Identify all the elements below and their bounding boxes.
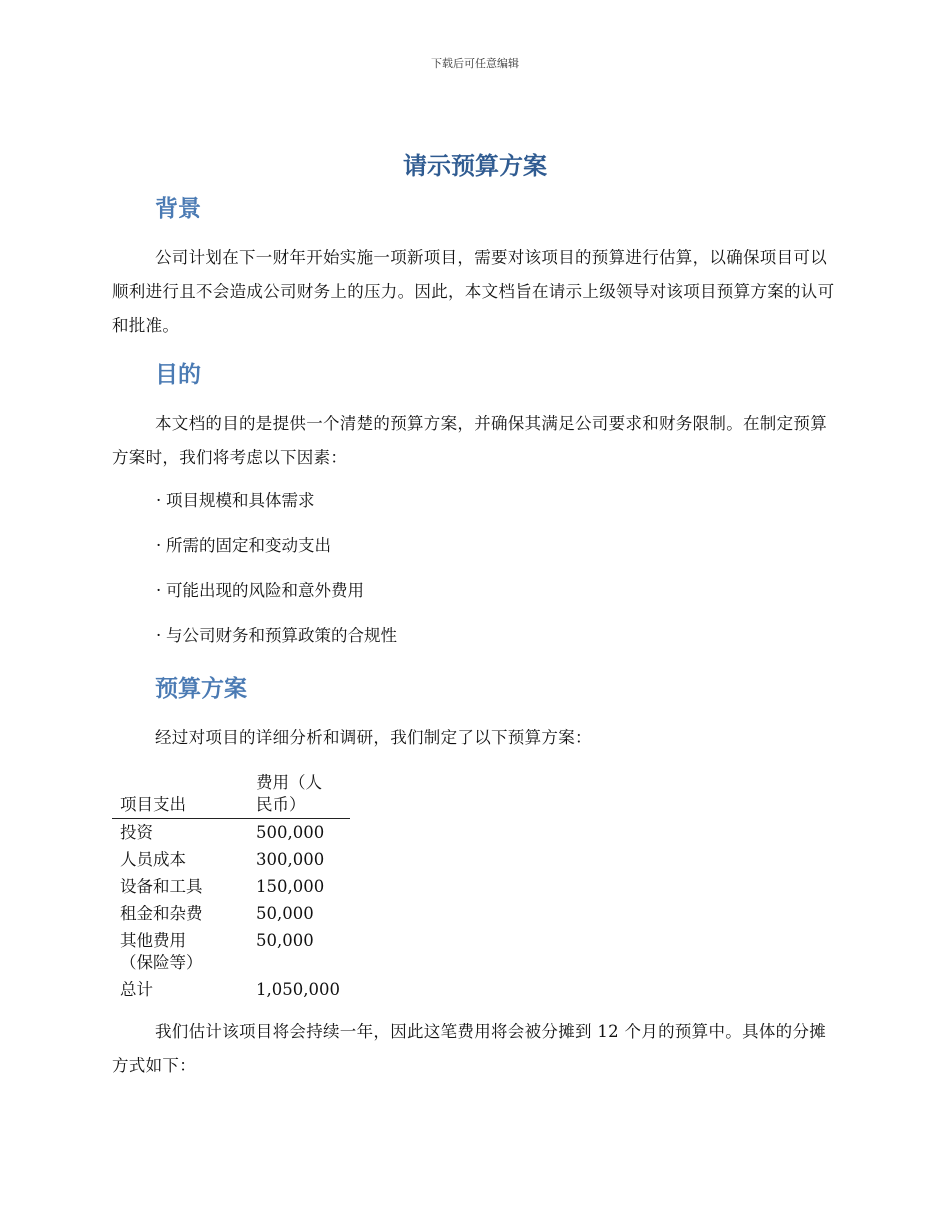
document-title: 请示预算方案 bbox=[403, 152, 547, 180]
budget-table bbox=[112, 772, 350, 1003]
budget-intro: 经过对项目的详细分析和调研，我们制定了以下预算方案： bbox=[155, 728, 592, 747]
table-cell-item: 投资 bbox=[120, 823, 153, 842]
purpose-bullet bbox=[156, 579, 364, 603]
table-cell-cost: 1,050,000 bbox=[256, 980, 340, 999]
bullet-dot: · bbox=[156, 536, 162, 555]
table-cell-item: 总计 bbox=[120, 980, 153, 999]
table-row bbox=[112, 873, 350, 900]
table-row bbox=[112, 846, 350, 873]
purpose-bullet bbox=[156, 534, 331, 558]
header-note: 下载后可任意编辑 bbox=[431, 57, 519, 70]
heading-purpose: 目的 bbox=[155, 362, 201, 388]
bullet-dot: · bbox=[156, 581, 162, 600]
purpose-paragraph: 本文档的目的是提供一个清楚的预算方案，并确保其满足公司要求和财务限制。在制定预算方案时，我们将考虑以下因素： bbox=[112, 414, 827, 467]
table-row-total bbox=[112, 976, 350, 1003]
bullet-text: 项目规模和具体需求 bbox=[166, 491, 315, 510]
table-cell-cost: 500,000 bbox=[256, 823, 325, 842]
table-header-row bbox=[112, 772, 350, 819]
purpose-bullet bbox=[156, 624, 397, 648]
table-header-cost: 费用（人民币） bbox=[256, 772, 350, 819]
bullet-dot: · bbox=[156, 491, 162, 510]
table-cell-cost: 150,000 bbox=[256, 877, 325, 896]
table-cell-item: 人员成本 bbox=[120, 850, 186, 869]
bullet-text: 与公司财务和预算政策的合规性 bbox=[166, 626, 397, 645]
table-cell-item: 其他费用（保险等） bbox=[120, 931, 203, 972]
budget-closing: 我们估计该项目将会持续一年，因此这笔费用将会被分摊到 12 个月的预算中。具体的分摊方式如下： bbox=[112, 1022, 827, 1075]
bullet-text: 可能出现的风险和意外费用 bbox=[166, 581, 364, 600]
table-header-item: 项目支出 bbox=[112, 772, 256, 819]
bullet-dot: · bbox=[156, 626, 162, 645]
table-row bbox=[112, 819, 350, 847]
table-row bbox=[112, 900, 350, 927]
heading-budget: 预算方案 bbox=[155, 676, 247, 702]
table-cell-cost: 50,000 bbox=[256, 904, 314, 923]
purpose-bullet bbox=[156, 489, 315, 513]
table-cell-cost: 300,000 bbox=[256, 850, 325, 869]
table-cell-item: 租金和杂费 bbox=[120, 904, 203, 923]
heading-background: 背景 bbox=[155, 196, 201, 222]
table-row bbox=[112, 927, 350, 976]
background-paragraph: 公司计划在下一财年开始实施一项新项目，需要对该项目的预算进行估算，以确保项目可以顺利进行且不会造成公司财务上的压力。因此，本文档旨在请示上级领导对该项目预算方案的认可和批准。 bbox=[112, 248, 835, 335]
bullet-text: 所需的固定和变动支出 bbox=[166, 536, 331, 555]
table-cell-cost: 50,000 bbox=[256, 931, 314, 950]
table-cell-item: 设备和工具 bbox=[120, 877, 203, 896]
